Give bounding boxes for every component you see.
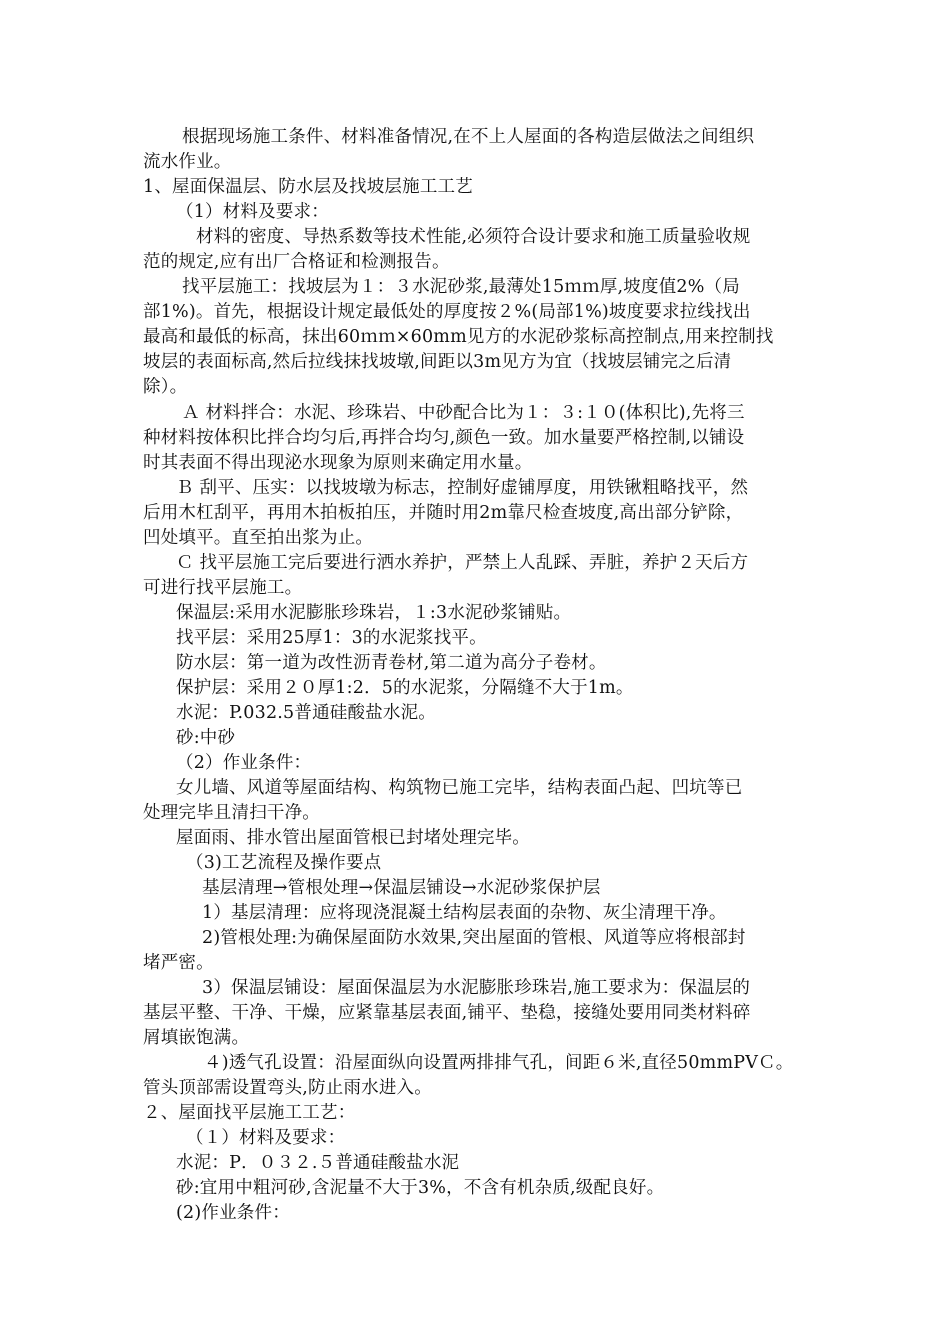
text-line: 后用木杠刮平，再用木拍板拍压，并随时用2m靠尺检查坡度,高出部分铲除， xyxy=(143,503,744,523)
text-line: 基层平整、干净、干燥，应紧靠基层表面,铺平、垫稳，接缝处要用同类材料碎 xyxy=(143,1003,751,1023)
text-line: Ｂ 刮平、压实：以找坡墩为标志，控制好虚铺厚度，用铁锹粗略找平，然 xyxy=(176,478,749,498)
text-line: 找平层施工：找坡层为１：３水泥砂浆,最薄处15ｍｍ厚,坡度值2%（局 xyxy=(182,277,740,297)
section-heading: ２、屋面找平层施工工艺： xyxy=(143,1103,356,1123)
subsection-heading: （１）材料及要求： xyxy=(186,1128,346,1148)
text-line: 最高和最低的标高，抹出60ｍｍ×60mm见方的水泥砂浆标高控制点,用来控制找 xyxy=(143,327,774,347)
text-line: 根据现场施工条件、材料准备情况,在不上人屋面的各构造层做法之间组织 xyxy=(182,127,755,147)
text-line: 防水层：第一道为改性沥青卷材,第二道为高分子卷材。 xyxy=(176,653,607,673)
text-line: 水泥：P．０３２.５普通硅酸盐水泥 xyxy=(176,1153,460,1173)
text-line: 材料的密度、导热系数等技术性能,必须符合设计要求和施工质量验收规 xyxy=(196,227,751,247)
text-line: 坡层的表面标高,然后拉线抹找坡墩,间距以3m见方为宜（找坡层铺完之后清 xyxy=(143,352,732,372)
text-line: 保温层:采用水泥膨胀珍珠岩，１:3水泥砂浆铺贴。 xyxy=(176,603,572,623)
text-line: 2)管根处理:为确保屋面防水效果,突出屋面的管根、风道等应将根部封 xyxy=(202,928,746,948)
text-line: 流水作业。 xyxy=(143,152,232,172)
text-line: 时其表面不得出现泌水现象为原则来确定用水量。 xyxy=(143,453,533,473)
subsection-heading: （2）作业条件： xyxy=(176,753,312,773)
text-line: 部1%)。首先，根据设计规定最低处的厚度按２%(局部1%)坡度要求拉线找出 xyxy=(143,302,751,322)
text-line: Ａ 材料拌合：水泥、珍珠岩、中砂配合比为１：３:１０(体积比),先将三 xyxy=(182,403,745,423)
text-line: 除）。 xyxy=(143,377,188,397)
text-line: 可进行找平层施工。 xyxy=(143,578,303,598)
text-line: 屑填嵌饱满。 xyxy=(143,1028,250,1048)
text-line: Ｃ 找平层施工完后要进行洒水养护，严禁上人乱踩、弄脏，养护２天后方 xyxy=(176,553,749,573)
text-line: 找平层：采用25厚1：3的水泥浆找平。 xyxy=(176,628,487,648)
text-line: 基层清理→管根处理→保温层铺设→水泥砂浆保护层 xyxy=(202,878,601,898)
text-line: 保护层：采用２０厚1:2．5的水泥浆，分隔缝不大于1m。 xyxy=(176,678,634,698)
text-line: 3）保温层铺设：屋面保温层为水泥膨胀珍珠岩,施工要求为：保温层的 xyxy=(202,978,751,998)
text-line: 范的规定,应有出厂合格证和检测报告。 xyxy=(143,252,450,272)
text-line: 1）基层清理：应将现浇混凝土结构层表面的杂物、灰尘清理干净。 xyxy=(202,903,727,923)
text-line: 种材料按体积比拌合均匀后,再拌合均匀,颜色一致。加水量要严格控制,以铺设 xyxy=(143,428,745,448)
subsection-heading: (2)作业条件： xyxy=(176,1203,290,1223)
section-heading: 1、屋面保温层、防水层及找坡层施工工艺 xyxy=(143,177,473,197)
text-line: 砂:宜用中粗河砂,含泥量不大于3%，不含有机杂质,级配良好。 xyxy=(176,1178,665,1198)
text-line: 管头顶部需设置弯头,防止雨水进入。 xyxy=(143,1078,432,1098)
text-line: 砂:中砂 xyxy=(176,728,236,748)
text-line: ４)透气孔设置：沿屋面纵向设置两排排气孔，间距６米,直径50mmPVＣ。 xyxy=(204,1053,794,1073)
text-line: 凹处填平。直至拍出浆为止。 xyxy=(143,528,374,548)
text-line: 堵严密。 xyxy=(143,953,214,973)
text-line: 女儿墙、风道等屋面结构、构筑物已施工完毕，结构表面凸起、凹坑等已 xyxy=(176,778,743,798)
subsection-heading: （1）材料及要求： xyxy=(176,202,329,222)
text-line: 处理完毕且清扫干净。 xyxy=(143,803,320,823)
text-line: 水泥：P.032.5普通硅酸盐水泥。 xyxy=(176,703,436,723)
subsection-heading: （3)工艺流程及操作要点 xyxy=(186,853,382,873)
text-line: 屋面雨、排水管出屋面管根已封堵处理完毕。 xyxy=(176,828,530,848)
